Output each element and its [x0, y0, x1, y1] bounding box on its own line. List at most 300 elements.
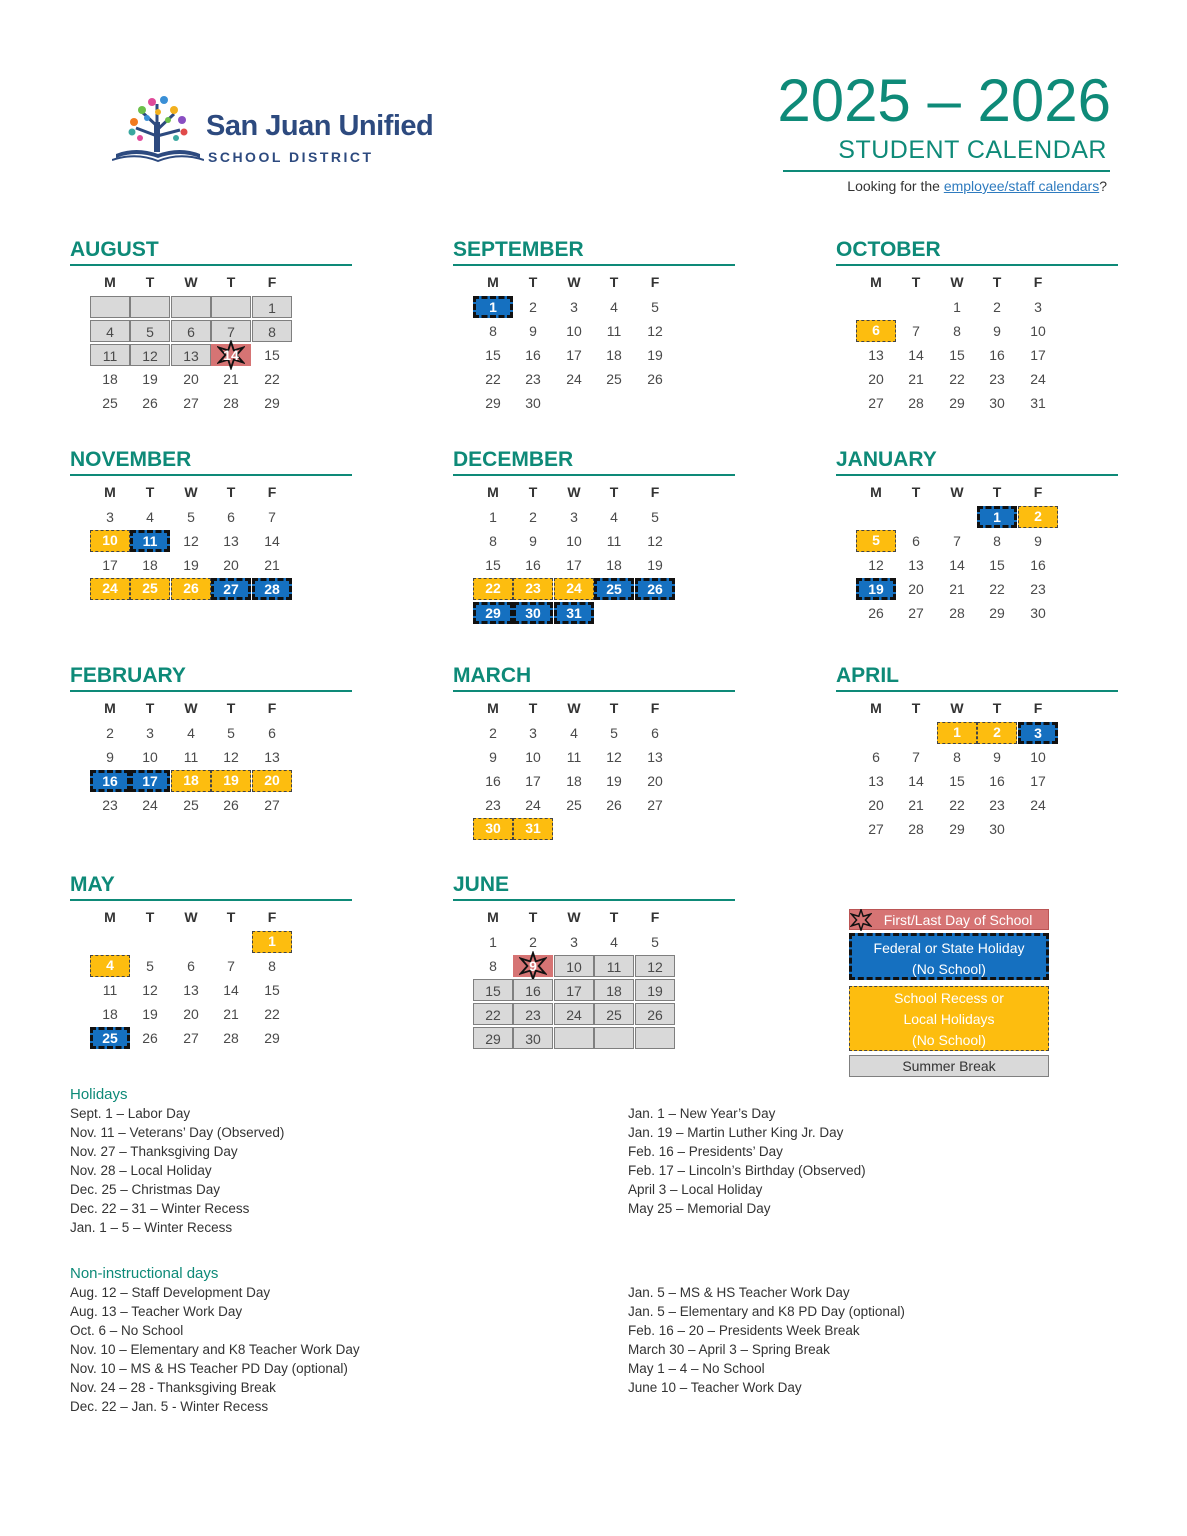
tree-book-icon: [112, 92, 204, 164]
weekday-header: T: [911, 700, 921, 716]
calendar-day: 2: [106, 725, 114, 741]
weekday-header: F: [650, 274, 660, 290]
calendar-day: 27: [868, 395, 884, 411]
calendar-day: 20: [183, 1006, 199, 1022]
calendar-day: 11: [566, 749, 582, 765]
list-item: Dec. 22 – 31 – Winter Recess: [70, 1201, 250, 1216]
calendar-day: 5: [651, 299, 659, 315]
calendar-day: 14: [211, 344, 251, 366]
calendar-day: 16: [525, 557, 541, 573]
calendar-day: 25: [102, 395, 118, 411]
calendar-day: 1: [252, 296, 292, 318]
calendar-day: 19: [647, 557, 663, 573]
list-item: April 3 – Local Holiday: [628, 1182, 763, 1197]
calendar-day: 26: [142, 395, 158, 411]
calendar-day: 1: [473, 296, 513, 318]
calendar-day: 20: [252, 770, 292, 792]
calendar-day: 19: [211, 770, 251, 792]
calendar-day: 12: [868, 557, 884, 573]
calendar-day: 12: [647, 323, 663, 339]
calendar-day: 18: [594, 979, 634, 1001]
calendar-day: 29: [473, 602, 513, 624]
list-item: Oct. 6 – No School: [70, 1323, 184, 1338]
calendar-day: 3: [1034, 299, 1042, 315]
calendar-day: 16: [485, 773, 501, 789]
calendar-day: 21: [908, 797, 924, 813]
calendar-day: 9: [106, 749, 114, 765]
list-item: Nov. 28 – Local Holiday: [70, 1163, 212, 1178]
calendar-day: 18: [142, 557, 158, 573]
calendar-day: 16: [513, 979, 553, 1001]
calendar-day: 17: [554, 979, 594, 1001]
calendar-day: 6: [872, 749, 880, 765]
month-september: [453, 236, 735, 411]
month-title: SEPTEMBER: [453, 236, 735, 266]
list-item: Sept. 1 – Labor Day: [70, 1106, 191, 1121]
calendar-day: 30: [525, 395, 541, 411]
calendar-day: 14: [908, 347, 924, 363]
weekday-header: W: [184, 484, 198, 500]
calendar-day: 24: [554, 1003, 594, 1025]
calendar-day: 17: [566, 557, 582, 573]
calendar-day: 5: [651, 509, 659, 525]
weekday-header: W: [567, 484, 581, 500]
weekday-header: T: [145, 909, 155, 925]
calendar-day: 9: [489, 749, 497, 765]
list-item: Feb. 17 – Lincoln’s Birthday (Observed): [628, 1163, 866, 1178]
calendar-day: 2: [529, 299, 537, 315]
list-item: Feb. 16 – Presidents’ Day: [628, 1144, 783, 1159]
calendar-day: 14: [264, 533, 280, 549]
list-item: Feb. 16 – 20 – Presidents Week Break: [628, 1323, 860, 1338]
staff-calendar-prompt: Looking for the employee/staff calendars?: [847, 178, 1107, 194]
list-item: Nov. 27 – Thanksgiving Day: [70, 1144, 238, 1159]
weekday-header: W: [950, 274, 964, 290]
list-item: Nov. 24 – 28 - Thanksgiving Break: [70, 1380, 276, 1395]
calendar-day: 17: [102, 557, 118, 573]
month-title: OCTOBER: [836, 236, 1118, 266]
calendar-day: 15: [485, 557, 501, 573]
calendar-day: 18: [606, 347, 622, 363]
calendar-day: 27: [183, 395, 199, 411]
weekday-header: W: [567, 700, 581, 716]
weekday-header: F: [650, 909, 660, 925]
calendar-day: 26: [635, 1003, 675, 1025]
calendar-day: 8: [489, 958, 497, 974]
calendar-day: 11: [594, 955, 634, 977]
calendar-day: 15: [949, 347, 965, 363]
calendar-day: 11: [90, 344, 130, 366]
calendar-day: 14: [908, 773, 924, 789]
calendar-day: 27: [908, 605, 924, 621]
calendar-day: 12: [130, 344, 170, 366]
weekday-header: T: [992, 274, 1002, 290]
calendar-day: 23: [102, 797, 118, 813]
calendar-day: 23: [989, 371, 1005, 387]
weekday-header: F: [267, 484, 277, 500]
calendar-day: 8: [993, 533, 1001, 549]
calendar-day: 17: [1030, 347, 1046, 363]
calendar-day: 19: [142, 1006, 158, 1022]
calendar-day: 8: [489, 323, 497, 339]
calendar-day: 24: [525, 797, 541, 813]
weekday-header: T: [145, 274, 155, 290]
calendar-day: 5: [227, 725, 235, 741]
calendar-day: 28: [908, 821, 924, 837]
calendar-day: 10: [554, 955, 594, 977]
list-item: Jan. 5 – MS & HS Teacher Work Day: [628, 1285, 850, 1300]
calendar-day: 31: [513, 818, 553, 840]
calendar-day: 16: [525, 347, 541, 363]
calendar-day: [90, 296, 130, 318]
calendar-day: 26: [142, 1030, 158, 1046]
calendar-day: 10: [142, 749, 158, 765]
calendar-day: 3: [570, 509, 578, 525]
calendar-day: 24: [554, 578, 594, 600]
noninstructional-heading: Non-instructional days: [70, 1265, 219, 1282]
calendar-day: 6: [171, 320, 211, 342]
weekday-header: T: [992, 700, 1002, 716]
calendar-day: 8: [953, 323, 961, 339]
calendar-day: 1: [953, 299, 961, 315]
weekday-header: T: [528, 484, 538, 500]
list-item: Aug. 12 – Staff Development Day: [70, 1285, 271, 1300]
month-title: APRIL: [836, 662, 1118, 692]
calendar-day: 14: [949, 557, 965, 573]
calendar-day: 6: [268, 725, 276, 741]
list-item: May 25 – Memorial Day: [628, 1201, 771, 1216]
calendar-day: 23: [485, 797, 501, 813]
calendar-day: 20: [868, 797, 884, 813]
list-item: Dec. 22 – Jan. 5 - Winter Recess: [70, 1399, 269, 1414]
calendar-day: 12: [606, 749, 622, 765]
calendar-day: 13: [171, 344, 211, 366]
weekday-header: M: [870, 484, 882, 500]
calendar-day: 22: [949, 371, 965, 387]
calendar-day: 31: [1030, 395, 1046, 411]
weekday-header: T: [528, 274, 538, 290]
calendar-day: 4: [187, 725, 195, 741]
calendar-day: 6: [227, 509, 235, 525]
weekday-header: M: [487, 484, 499, 500]
calendar-day: 24: [566, 371, 582, 387]
weekday-header: W: [184, 274, 198, 290]
calendar-day: 23: [513, 578, 553, 600]
list-item: Nov. 10 – MS & HS Teacher PD Day (optional): [70, 1361, 348, 1376]
calendar-day: 28: [908, 395, 924, 411]
calendar-day: [130, 296, 170, 318]
calendar-day: 31: [554, 602, 594, 624]
list-item: May 1 – 4 – No School: [628, 1361, 765, 1376]
holidays-list-left: [70, 1085, 284, 1237]
weekday-header: T: [226, 274, 236, 290]
calendar-day: 5: [146, 958, 154, 974]
holidays-list-right: [628, 1104, 866, 1218]
calendar-day: 29: [949, 395, 965, 411]
list-item: Nov. 10 – Elementary and K8 Teacher Work Day: [70, 1342, 360, 1357]
calendar-day: 27: [264, 797, 280, 813]
calendar-day: 5: [130, 320, 170, 342]
weekday-header: M: [487, 909, 499, 925]
district-subtitle: SCHOOL DISTRICT: [208, 149, 374, 165]
noninstructional-list-left: [70, 1264, 360, 1416]
weekday-header: T: [145, 484, 155, 500]
calendar-day: 6: [187, 958, 195, 974]
calendar-day: 22: [264, 1006, 280, 1022]
calendar-day: 22: [485, 371, 501, 387]
calendar-day: 8: [268, 958, 276, 974]
calendar-day: 13: [223, 533, 239, 549]
calendar-day: 2: [529, 509, 537, 525]
calendar-day: 4: [610, 934, 618, 950]
weekday-header: W: [184, 909, 198, 925]
weekday-header: M: [104, 274, 116, 290]
calendar-day: 16: [989, 773, 1005, 789]
weekday-header: W: [567, 909, 581, 925]
calendar-day: 8: [489, 533, 497, 549]
weekday-header: W: [567, 274, 581, 290]
month-october: [836, 236, 1118, 411]
calendar-day: 4: [610, 299, 618, 315]
calendar-day: 8: [953, 749, 961, 765]
star-icon: [850, 909, 872, 931]
calendar-day: 28: [949, 605, 965, 621]
calendar-day: 4: [90, 320, 130, 342]
calendar-day: 16: [989, 347, 1005, 363]
calendar-day: 7: [211, 320, 251, 342]
weekday-header: T: [226, 484, 236, 500]
weekday-header: M: [870, 700, 882, 716]
calendar-day: 29: [264, 395, 280, 411]
weekday-header: T: [145, 700, 155, 716]
calendar-day: 25: [183, 797, 199, 813]
calendar-day: 10: [566, 323, 582, 339]
legend-recess: School Recess or Local Holidays (No School): [849, 986, 1049, 1051]
calendar-day: 15: [989, 557, 1005, 573]
calendar-day: 2: [977, 722, 1017, 744]
calendar-day: 21: [908, 371, 924, 387]
calendar-day: 10: [1030, 749, 1046, 765]
calendar-day: 11: [102, 982, 118, 998]
calendar-day: 22: [473, 578, 513, 600]
calendar-day: 15: [485, 347, 501, 363]
calendar-day: 24: [1030, 371, 1046, 387]
calendar-day: 26: [868, 605, 884, 621]
calendar-day: 25: [594, 1003, 634, 1025]
calendar-day: 4: [570, 725, 578, 741]
calendar-day: 3: [570, 299, 578, 315]
calendar-day: 21: [264, 557, 280, 573]
calendar-day: 18: [171, 770, 211, 792]
calendar-day: 10: [90, 530, 130, 552]
calendar-day: 21: [223, 371, 239, 387]
calendar-day: 22: [264, 371, 280, 387]
calendar-day: 20: [647, 773, 663, 789]
month-april: [836, 662, 1118, 837]
calendar-day: 12: [223, 749, 239, 765]
calendar-day: 2: [1018, 506, 1058, 528]
weekday-header: T: [609, 909, 619, 925]
calendar-day: [635, 1027, 675, 1049]
staff-calendars-link[interactable]: employee/staff calendars: [943, 178, 1100, 194]
calendar-day: 3: [1018, 722, 1058, 744]
calendar-day: 14: [223, 982, 239, 998]
calendar-day: 27: [211, 578, 251, 600]
calendar-day: 25: [566, 797, 582, 813]
month-title: JANUARY: [836, 446, 1118, 476]
calendar-day: 26: [635, 578, 675, 600]
calendar-day: 21: [949, 581, 965, 597]
calendar-day: 25: [90, 1027, 130, 1049]
calendar-day: 26: [223, 797, 239, 813]
calendar-day: 7: [912, 749, 920, 765]
calendar-day: 22: [949, 797, 965, 813]
calendar-day: 9: [1034, 533, 1042, 549]
calendar-day: 28: [252, 578, 292, 600]
calendar-day: 11: [606, 533, 622, 549]
holidays-heading: Holidays: [70, 1086, 128, 1103]
calendar-day: 12: [142, 982, 158, 998]
month-december: [453, 446, 735, 621]
calendar-day: 30: [989, 395, 1005, 411]
calendar-day: 18: [102, 1006, 118, 1022]
list-item: Jan. 5 – Elementary and K8 PD Day (optional): [628, 1304, 905, 1319]
calendar-day: 28: [223, 395, 239, 411]
month-title: AUGUST: [70, 236, 352, 266]
calendar-day: 26: [606, 797, 622, 813]
weekday-header: W: [950, 484, 964, 500]
calendar-day: 5: [187, 509, 195, 525]
calendar-day: 29: [989, 605, 1005, 621]
calendar-day: 16: [90, 770, 130, 792]
calendar-day: 24: [1030, 797, 1046, 813]
calendar-day: 19: [647, 347, 663, 363]
calendar-day: 10: [1030, 323, 1046, 339]
weekday-header: F: [650, 484, 660, 500]
weekday-header: T: [528, 700, 538, 716]
calendar-day: 15: [264, 982, 280, 998]
calendar-day: 19: [856, 578, 896, 600]
calendar-day: 9: [529, 533, 537, 549]
calendar-day: 27: [183, 1030, 199, 1046]
list-item: March 30 – April 3 – Spring Break: [628, 1342, 830, 1357]
month-title: JUNE: [453, 871, 735, 901]
weekday-header: M: [487, 700, 499, 716]
calendar-day: 11: [606, 323, 622, 339]
district-logo: [112, 92, 452, 164]
calendar-day: 13: [908, 557, 924, 573]
calendar-day: 7: [953, 533, 961, 549]
calendar-day: 2: [489, 725, 497, 741]
calendar-day: 29: [949, 821, 965, 837]
calendar-day: 4: [90, 955, 130, 977]
calendar-day: 30: [473, 818, 513, 840]
weekday-header: T: [528, 909, 538, 925]
month-march: [453, 662, 735, 836]
calendar-day: 23: [1030, 581, 1046, 597]
weekday-header: T: [911, 274, 921, 290]
weekday-header: M: [104, 700, 116, 716]
calendar-day: 27: [868, 821, 884, 837]
calendar-day: 10: [566, 533, 582, 549]
calendar-day: 17: [525, 773, 541, 789]
weekday-header: W: [184, 700, 198, 716]
calendar-day: 7: [912, 323, 920, 339]
calendar-day: [171, 296, 211, 318]
calendar-day: 3: [570, 934, 578, 950]
calendar-day: [594, 1027, 634, 1049]
calendar-day: 13: [868, 347, 884, 363]
calendar-day: 20: [183, 371, 199, 387]
legend-first-last-day: First/Last Day of School: [849, 909, 1049, 930]
calendar-day: 29: [485, 395, 501, 411]
calendar-day: 3: [106, 509, 114, 525]
calendar-day: 29: [473, 1027, 513, 1049]
calendar-day: 15: [949, 773, 965, 789]
calendar-day: 22: [989, 581, 1005, 597]
calendar-day: 25: [606, 371, 622, 387]
calendar-day: 27: [647, 797, 663, 813]
calendar-day: 5: [651, 934, 659, 950]
month-title: NOVEMBER: [70, 446, 352, 476]
weekday-header: M: [104, 484, 116, 500]
header-divider: [783, 170, 1110, 172]
calendar-day: 18: [606, 557, 622, 573]
weekday-header: F: [267, 909, 277, 925]
list-item: Jan. 19 – Martin Luther King Jr. Day: [628, 1125, 844, 1140]
weekday-header: T: [226, 909, 236, 925]
weekday-header: T: [609, 274, 619, 290]
calendar-day: 2: [529, 934, 537, 950]
calendar-day: 5: [610, 725, 618, 741]
calendar-day: 25: [130, 578, 170, 600]
calendar-day: 23: [989, 797, 1005, 813]
calendar-day: 11: [130, 530, 170, 552]
month-title: MAY: [70, 871, 352, 901]
calendar-day: 7: [227, 958, 235, 974]
list-item: Jan. 1 – New Year’s Day: [628, 1106, 776, 1121]
weekday-header: M: [870, 274, 882, 290]
calendar-day: 30: [513, 1027, 553, 1049]
calendar-day: 1: [489, 934, 497, 950]
calendar-day: 24: [142, 797, 158, 813]
weekday-header: W: [950, 700, 964, 716]
list-item: Aug. 13 – Teacher Work Day: [70, 1304, 243, 1319]
calendar-day: 20: [223, 557, 239, 573]
calendar-day: 12: [647, 533, 663, 549]
calendar-day: 17: [130, 770, 170, 792]
calendar-day: 19: [183, 557, 199, 573]
calendar-day: 19: [606, 773, 622, 789]
month-august: [70, 236, 352, 411]
month-february: [70, 662, 352, 813]
calendar-day: 10: [525, 749, 541, 765]
calendar-day: 6: [651, 725, 659, 741]
month-may: [70, 871, 352, 1046]
legend-holiday: Federal or State Holiday (No School): [849, 933, 1049, 980]
calendar-day: 26: [647, 371, 663, 387]
weekday-header: T: [992, 484, 1002, 500]
weekday-header: T: [609, 484, 619, 500]
weekday-header: T: [911, 484, 921, 500]
calendar-day: 20: [908, 581, 924, 597]
calendar-day: 17: [1030, 773, 1046, 789]
calendar-day: 16: [1030, 557, 1046, 573]
list-item: Nov. 11 – Veterans’ Day (Observed): [70, 1125, 285, 1140]
calendar-day: 1: [937, 722, 977, 744]
calendar-day: 1: [977, 506, 1017, 528]
weekday-header: F: [267, 700, 277, 716]
